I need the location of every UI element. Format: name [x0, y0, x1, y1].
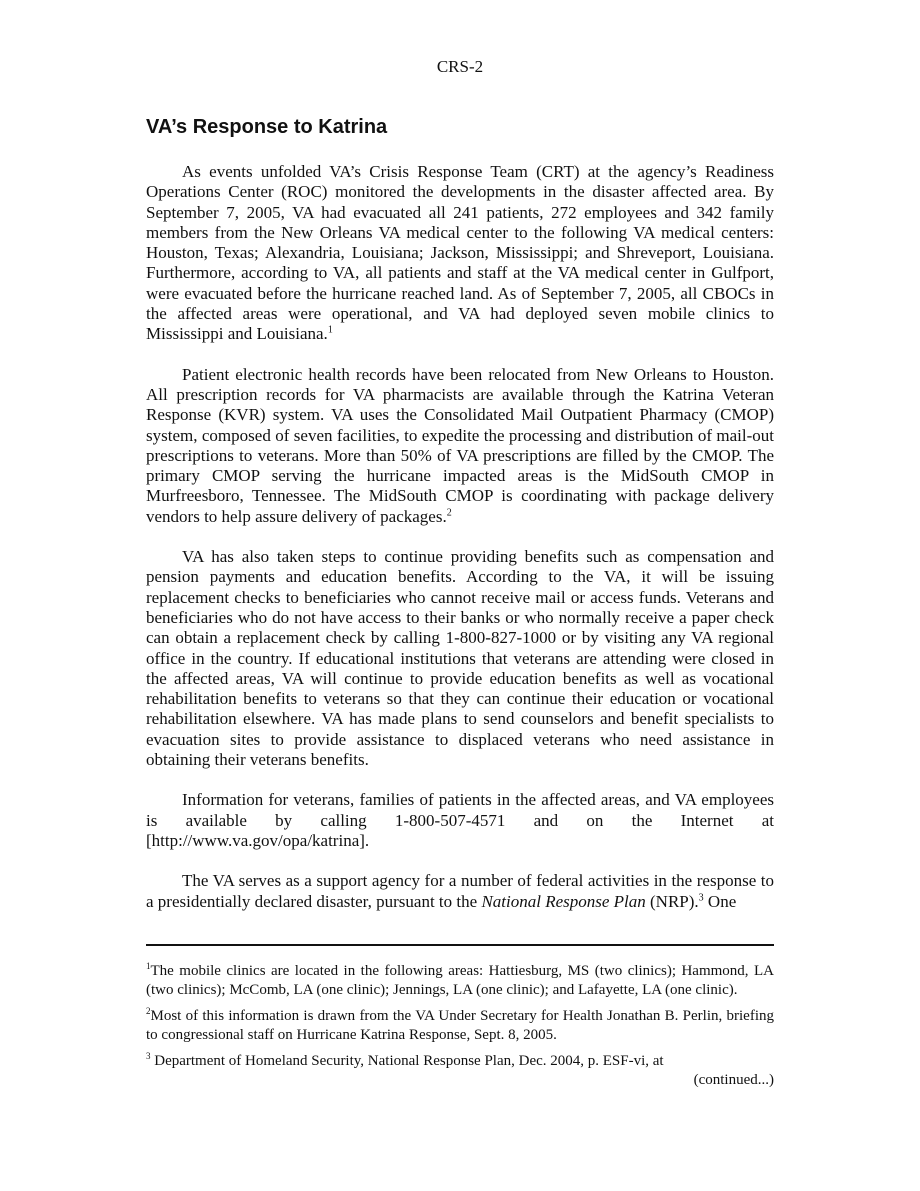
footnote-ref-2: 2 [446, 507, 452, 519]
paragraph-text: (NRP). [645, 891, 699, 911]
paragraph-information [146, 790, 774, 851]
paragraph-benefits [146, 547, 774, 770]
footnote-number: 2 [146, 1006, 151, 1016]
footnote-ref-1: 1 [327, 324, 333, 336]
footnote-text: The mobile clinics are located in the following areas: Hattiesburg, MS (two clinics); Hammond, LA (two clinics); McComb, LA (one clinic); Jennings, LA (one clinic); and Lafayette, LA (one clinic). [146, 963, 774, 998]
paragraph-text: The VA serves as a support agency for a number of federal activities in the response to a presidentially declared disaster, pursuant to the [146, 871, 774, 911]
footnote-number: 3 [146, 1051, 151, 1061]
paragraph-text: Patient electronic health records have been relocated from New Orleans to Houston. All prescription records for VA pharmacists are available through the Katrina Veteran Response (KVR) system. VA uses the Consolidated Mail Outpatient Pharmacy (CMOP) system, composed of seven facilities, to expedite the processing and distribution of mail-out prescriptions to veterans. More than 50% of VA prescriptions are filled by the CMOP. The primary CMOP serving the hurricane impacted areas is the MidSouth CMOP in Murfreesboro, Tennessee. The MidSouth CMOP is coordinating with package delivery vendors to help assure delivery of packages. [146, 364, 774, 526]
footnote-1 [146, 962, 774, 1000]
footnote-2 [146, 1007, 774, 1045]
footnote-divider [146, 944, 774, 946]
footnote-number: 1 [146, 961, 151, 971]
footnote-text: Most of this information is drawn from the VA Under Secretary for Health Jonathan B. Perlin, briefing to congressional staff on Hurricane Katrina Response, Sept. 8, 2005. [146, 1008, 774, 1043]
paragraph-text: Information for veterans, families of patients in the affected areas, and VA employees is available by calling 1-800-507-4571 and on the Internet at [http://www.va.gov/opa/katrina]. [146, 790, 774, 850]
footnotes [146, 962, 774, 1097]
footnote-text: Department of Homeland Security, National Response Plan, Dec. 2004, p. ESF-vi, at [150, 1053, 664, 1069]
paragraph-evacuation [146, 162, 774, 345]
main-content [146, 114, 774, 932]
paragraph-text: As events unfolded VA’s Crisis Response Team (CRT) at the agency’s Readiness Operations Center (ROC) monitored the developments in the disaster affected area. By September 7, 2005, VA had evacuated all 241 patients, 272 employees and 342 family members from the New Orleans VA medical center to the following VA medical centers: Houston, Texas; Alexandria, Louisiana; Jackson, Mississippi; and Shreveport, Louisiana. Furthermore, according to VA, all patients and staff at the VA medical center in Gulfport, were evacuated before the hurricane reached land. As of September 7, 2005, all CBOCs in the affected areas were operational, and VA had deployed seven mobile clinics to Mississippi and Louisiana. [146, 162, 774, 344]
paragraph-text: One [703, 891, 737, 911]
footnote-ref-3: 3 [698, 891, 704, 903]
section-title: VA’s Response to Katrina [146, 116, 388, 138]
paragraph-support-agency [146, 871, 774, 912]
footnote-3 [146, 1052, 774, 1071]
paragraph-text: VA has also taken steps to continue providing benefits such as compensation and pension payments and education benefits. According to the VA, it will be issuing replacement checks to beneficiaries who cannot receive mail or access funds. Veterans and beneficiaries who do not have access to their banks or who normally receive a paper check can obtain a replacement check by calling 1-800-827-1000 or by visiting any VA regional office in the country. If educational institutions that veterans are attending were closed in the affected areas, VA will continue to provide education benefits as well as vocational rehabilitation benefits to veterans so that they can continue their education or vocational rehabilitation elsewhere. VA has made plans to send counselors and benefit specialists to evacuation sites to provide assistance to displaced veterans who need assistance in obtaining their veterans benefits. [146, 547, 774, 770]
continued-marker: (continued...) [693, 1072, 774, 1088]
nrp-title: National Response Plan [481, 891, 646, 911]
page-number: CRS-2 [436, 57, 484, 76]
paragraph-health-records [146, 365, 774, 527]
